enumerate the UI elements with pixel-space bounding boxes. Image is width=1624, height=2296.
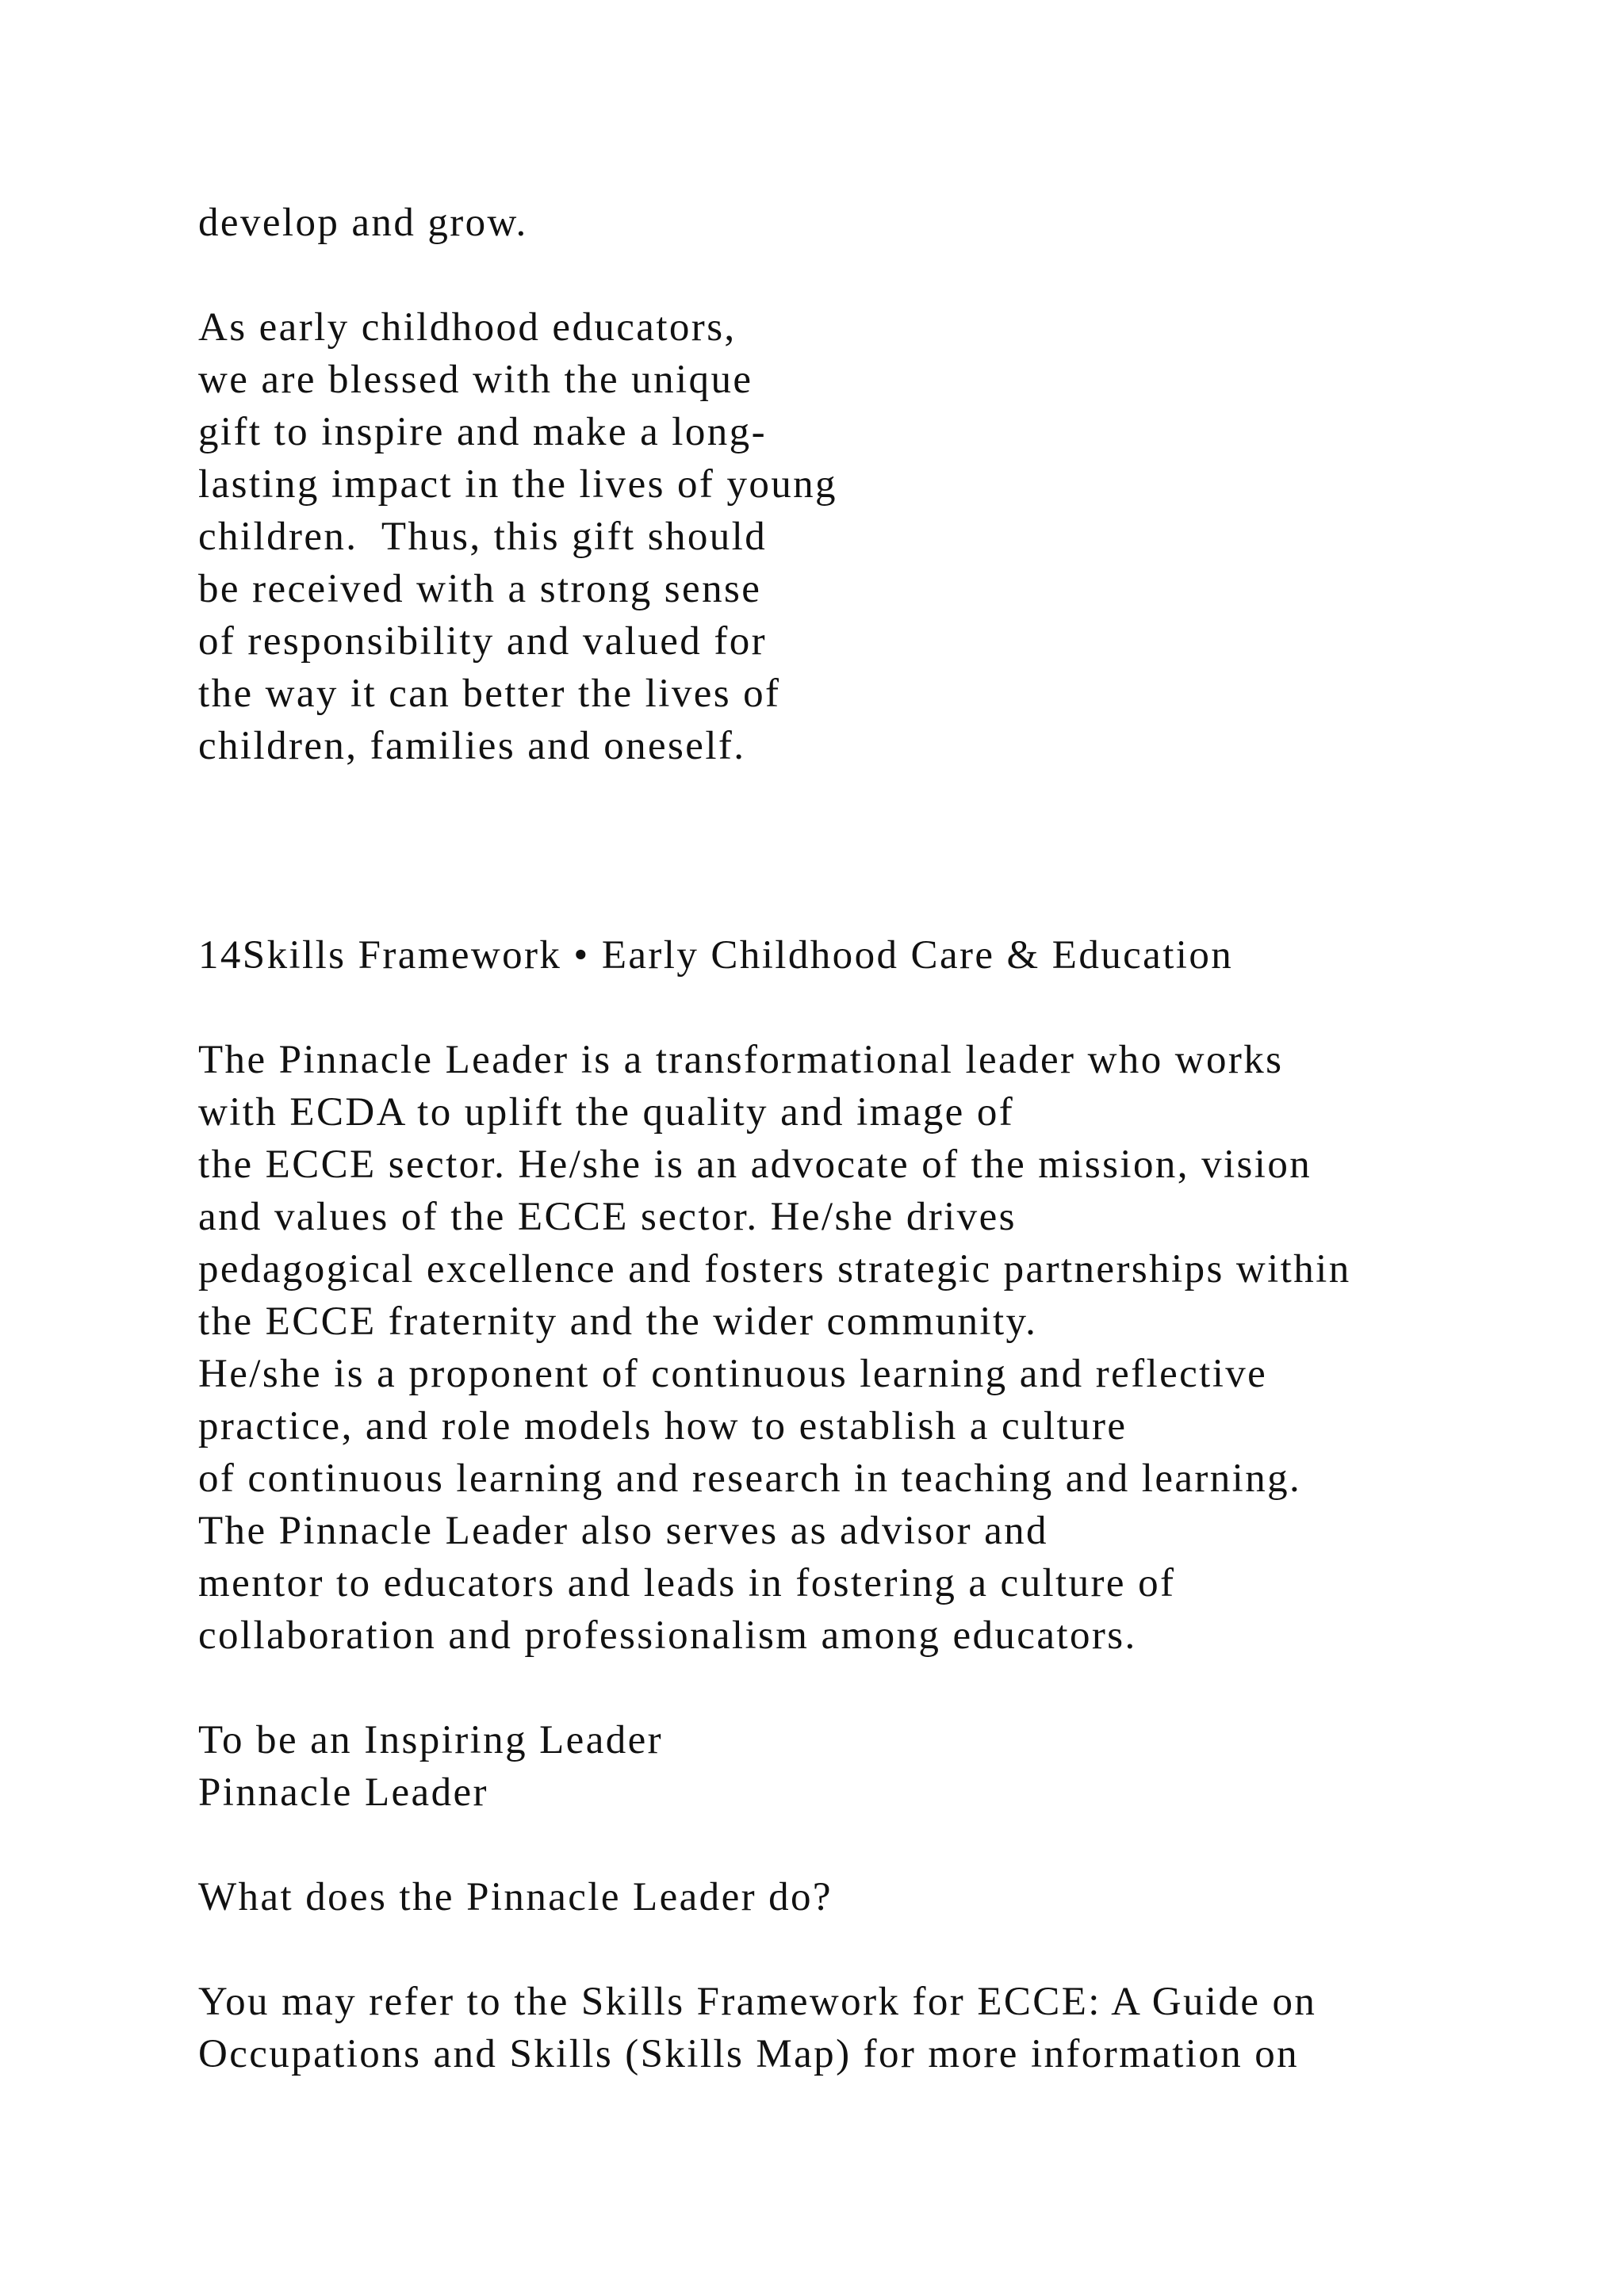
text-line: we are blessed with the unique bbox=[198, 358, 753, 402]
text-line: of responsibility and valued for bbox=[198, 619, 767, 664]
text-line: The Pinnacle Leader is a transformational leader who works bbox=[198, 1038, 1284, 1082]
text-line: Occupations and Skills (Skills Map) for more information on bbox=[198, 2032, 1300, 2076]
text-line: Pinnacle Leader bbox=[198, 1770, 488, 1815]
text-line: You may refer to the Skills Framework for ECCE: A Guide on bbox=[198, 1980, 1317, 2024]
text-line: be received with a strong sense bbox=[198, 567, 762, 611]
text-line: the ECCE sector. He/she is an advocate of the mission, vision bbox=[198, 1142, 1312, 1187]
text-line: He/she is a proponent of continuous learning and reflective bbox=[198, 1352, 1268, 1396]
text-line: develop and grow. bbox=[198, 201, 528, 245]
text-line: What does the Pinnacle Leader do? bbox=[198, 1875, 833, 1919]
text-line: pedagogical excellence and fosters strategic partnerships within bbox=[198, 1247, 1351, 1292]
text-line: collaboration and professionalism among educators. bbox=[198, 1613, 1137, 1658]
text-line: the way it can better the lives of bbox=[198, 672, 781, 716]
text-line: practice, and role models how to establish a culture bbox=[198, 1404, 1128, 1448]
text-line: mentor to educators and leads in fostering a culture of bbox=[198, 1561, 1176, 1605]
text-line: with ECDA to uplift the quality and image of bbox=[198, 1090, 1015, 1135]
text-line: As early childhood educators, bbox=[198, 305, 737, 350]
text-line: children, families and oneself. bbox=[198, 724, 746, 768]
text-line: gift to inspire and make a long- bbox=[198, 410, 767, 454]
text-line: children. Thus, this gift should bbox=[198, 515, 768, 559]
text-line: the ECCE fraternity and the wider community. bbox=[198, 1299, 1038, 1344]
text-line: and values of the ECCE sector. He/she drives bbox=[198, 1195, 1017, 1239]
text-line: The Pinnacle Leader also serves as advisor and bbox=[198, 1509, 1048, 1553]
page-footer-heading: 14Skills Framework • Early Childhood Care & Education bbox=[198, 933, 1234, 978]
text-line: To be an Inspiring Leader bbox=[198, 1718, 664, 1762]
text-line: of continuous learning and research in teaching and learning. bbox=[198, 1456, 1302, 1501]
text-line: lasting impact in the lives of young bbox=[198, 462, 837, 507]
